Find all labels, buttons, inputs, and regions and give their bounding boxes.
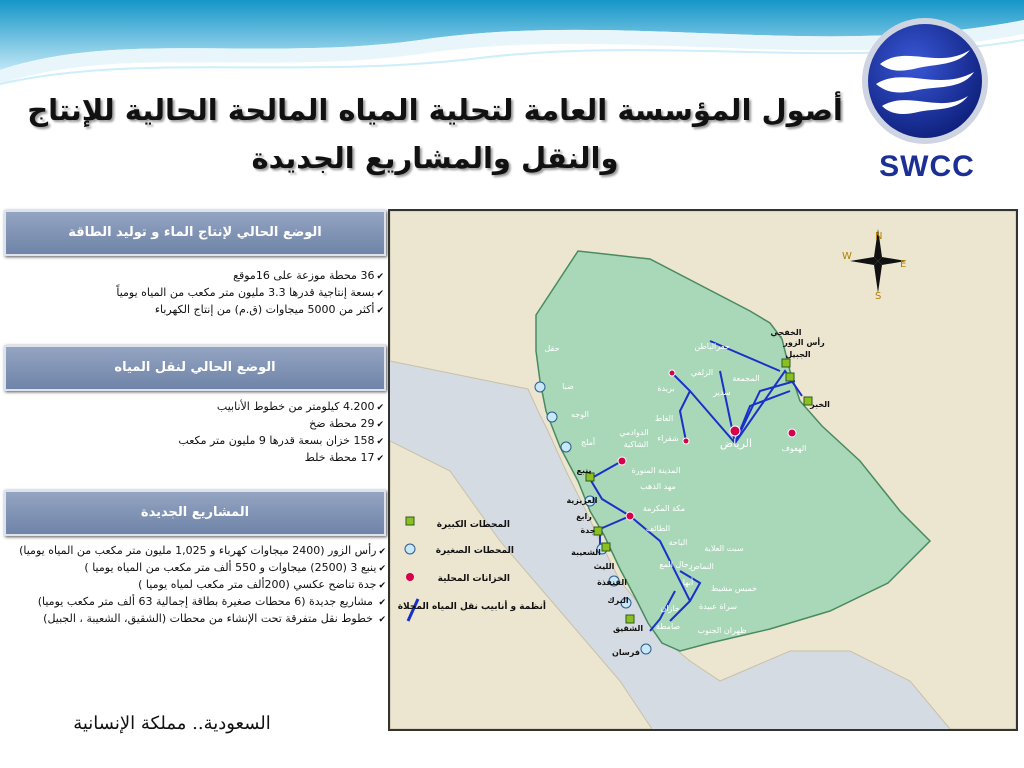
city-label: رابغ [576, 512, 592, 521]
legend-small-station-icon [405, 544, 415, 554]
city-label: رجال المع [659, 560, 693, 569]
city-label: الطائف [645, 524, 671, 533]
city-label: أملج [580, 438, 596, 447]
city-label: الزلفي [690, 368, 714, 377]
city-label: الشعيبة [571, 548, 601, 557]
city-label: جدة [580, 526, 596, 535]
city-label: ظهران الجنوب [697, 626, 747, 635]
legend-label: الخزانات المحلية [437, 574, 510, 584]
legend-label: المحطات الكبيرة [436, 520, 510, 530]
bullet-item: ✔ رأس الزور (2400 ميجاوات كهرباء و 1,025 مليون متر مكعب من المياه يوميا) [6, 543, 386, 560]
panel-heading-transport: الوضع الحالي لنقل المياه [4, 345, 386, 391]
bullets-new-projects [6, 543, 386, 628]
compass-south: S [875, 291, 882, 302]
legend-tank-icon [406, 573, 414, 581]
city-label: الدوادمي [619, 428, 649, 437]
city-label: الخفجي [770, 328, 802, 337]
city-label: الغاط [654, 414, 674, 423]
city-label: القنفذة [597, 578, 627, 587]
bullet-item: ✔ 4.200 كيلومتر من خطوط الأنابيب [4, 399, 384, 416]
bullet-item: ✔ مشاريع جديدة (6 محطات صغيرة بطاقة إجمالية 63 ألف متر مكعب يوميا) [6, 594, 386, 611]
compass-east: E [900, 259, 907, 270]
city-label: جازان [660, 604, 680, 613]
swcc-logo [858, 14, 992, 148]
city-label: الباحة [668, 538, 688, 547]
saudi-map [388, 209, 1018, 731]
city-label: الرياض [719, 437, 753, 450]
bullet-item: ✔ 29 محطة ضخ [4, 416, 384, 433]
city-label: المدينة المنورة [631, 466, 681, 475]
city-label: الشاكية [623, 440, 649, 449]
page-title [20, 86, 850, 182]
city-label: فرسان [612, 648, 640, 657]
bullet-item: ✔ 36 محطة موزعة على 16موقع [4, 268, 384, 285]
city-label: حقل [544, 344, 560, 353]
city-label: الجبيل [785, 350, 811, 359]
bullets-production [4, 268, 384, 319]
city-label: ينبع [576, 466, 592, 475]
compass-north: N [875, 231, 883, 242]
city-label: بريدة [657, 384, 675, 393]
legend-large-station-icon [406, 517, 414, 525]
bullet-item: ✔ أكثر من 5000 ميجاوات (ق.م) من إنتاج الكهرباء [4, 302, 384, 319]
city-label: أبها [682, 578, 694, 587]
bullet-item: ✔ خطوط نقل متفرقة تحت الإنشاء من محطات (الشقيق، الشعيبة ، الجبيل) [6, 611, 386, 628]
bullets-transport [4, 399, 384, 467]
city-label: حفرالباطن [694, 342, 730, 351]
city-label: سبت العلاية [704, 544, 744, 553]
city-label: مكة المكرمة [642, 504, 686, 513]
city-label: ضبا [562, 382, 574, 391]
bullet-item: ✔ ينبع 3 (2500) ميجاوات و 550 ألف متر مكعب من المياه يوميا ) [6, 560, 386, 577]
logo-text: SWCC [879, 150, 975, 183]
legend-label: أنظمة و أنابيب نقل المياه المحلاة [397, 602, 546, 612]
title-line-1: أصول المؤسسة العامة لتحلية المياه المالحة الحالية للإنتاج [27, 93, 843, 127]
city-label: مهد الذهب [640, 482, 676, 491]
city-label: الوجه [570, 410, 590, 419]
bullet-item: ✔ 158 خزان بسعة قدرها 9 مليون متر مكعب [4, 433, 384, 450]
city-label: المجمعة [732, 374, 760, 383]
compass-west: W [842, 251, 852, 262]
city-label: الخبر [810, 400, 830, 409]
city-label: الهفوف [781, 444, 807, 453]
bullet-item: ✔ بسعة إنتاجية قدرها 3.3 مليون متر مكعب من المياه يومياً [4, 285, 384, 302]
footer-slogan: السعودية.. مملكة الإنسانية [73, 713, 271, 734]
title-line-2: والنقل والمشاريع الجديدة [251, 141, 619, 175]
city-label: سدير [713, 388, 731, 397]
city-label: رأس الزور [783, 338, 825, 347]
panel-heading-new-projects: المشاريع الجديدة [4, 490, 386, 536]
bullet-item: ✔ جدة تناضح عكسي (200ألف متر مكعب لمياه يوميا ) [6, 577, 386, 594]
city-label: الشقيق [612, 624, 644, 633]
legend-label: المحطات الصغيرة [435, 546, 514, 556]
map-canvas [390, 211, 1016, 729]
city-label: صامطة [655, 622, 681, 631]
city-label: الليث [593, 562, 615, 571]
city-label: سراة عبيدة [698, 602, 738, 611]
city-label: النماص [690, 562, 714, 571]
city-label: شقراء [657, 434, 679, 443]
city-label: البرك [607, 596, 629, 605]
bullet-item: ✔ 17 محطة خلط [4, 450, 384, 467]
panel-heading-production: الوضع الحالي لإنتاج الماء و توليد الطاقة [4, 210, 386, 256]
city-label: العزيزية [566, 496, 598, 505]
city-label: خميس مشيط [710, 584, 758, 593]
